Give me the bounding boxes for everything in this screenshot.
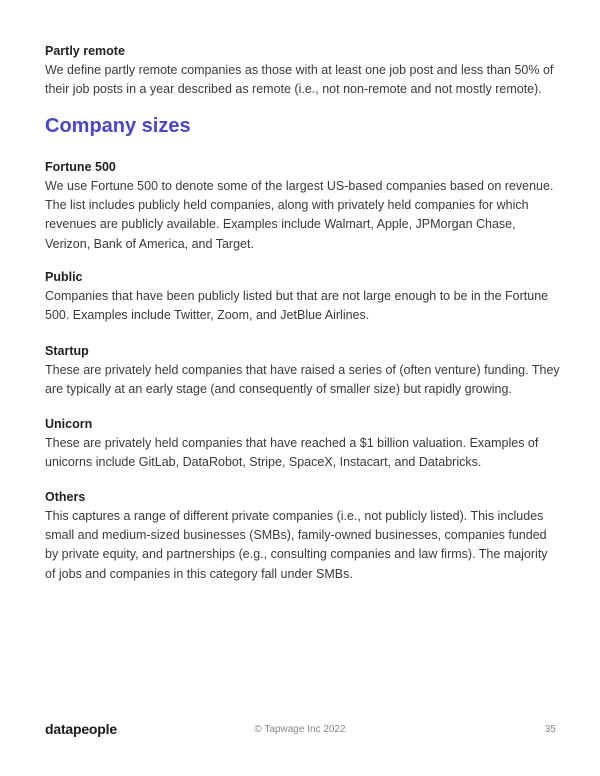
partly-remote-block	[45, 42, 560, 99]
definition-unicorn: These are privately held companies that have reached a $1 billion valuation. Examples of unicorns include GitLab, DataRobot, Stripe, SpaceX, Instacart, and Databricks.	[45, 436, 539, 470]
term-fortune-500: Fortune 500	[45, 160, 116, 174]
term-others: Others	[45, 490, 86, 504]
others-block	[45, 488, 560, 584]
term-unicorn: Unicorn	[45, 417, 93, 431]
datapeople-logo: datapeople	[45, 721, 117, 737]
term-startup: Startup	[45, 344, 89, 358]
page-footer	[0, 718, 600, 742]
copyright-text: © Tapwage Inc 2022	[254, 724, 346, 735]
public-block	[45, 268, 560, 325]
definition-fortune-500: We use Fortune 500 to denote some of the largest US-based companies based on revenue. The list includes publicly held companies, along with privately held companies for which revenues are publicly available. Examples include Walmart, Apple, JPMorgan Chase, Verizon, Bank of America, and Target.	[45, 179, 554, 251]
definition-partly-remote: We define partly remote companies as those with at least one job post and less than 50% of their job posts in a year described as remote (i.e., not non-remote and not mostly remote).	[45, 63, 554, 97]
term-partly-remote: Partly remote	[45, 44, 125, 58]
page-number: 35	[544, 724, 556, 735]
definition-startup: These are privately held companies that have raised a series of (often venture) funding. They are typically at an early stage (and consequently of smaller size) but rapidly growing.	[45, 363, 560, 397]
unicorn-block	[45, 415, 560, 472]
fortune-500-block	[45, 158, 560, 254]
term-public: Public	[45, 270, 83, 284]
startup-block	[45, 342, 560, 399]
definition-others: This captures a range of different private companies (i.e., not publicly listed). This includes small and medium-sized businesses (SMBs), family-owned businesses, companies funded by private equity, and partnerships (e.g., consulting companies and law firms). The majority of jobs and companies in this category fall under SMBs.	[45, 509, 548, 581]
definition-public: Companies that have been publicly listed but that are not large enough to be in the Fortune 500. Examples include Twitter, Zoom, and JetBlue Airlines.	[45, 289, 549, 323]
section-heading-company-sizes: Company sizes	[45, 115, 191, 137]
